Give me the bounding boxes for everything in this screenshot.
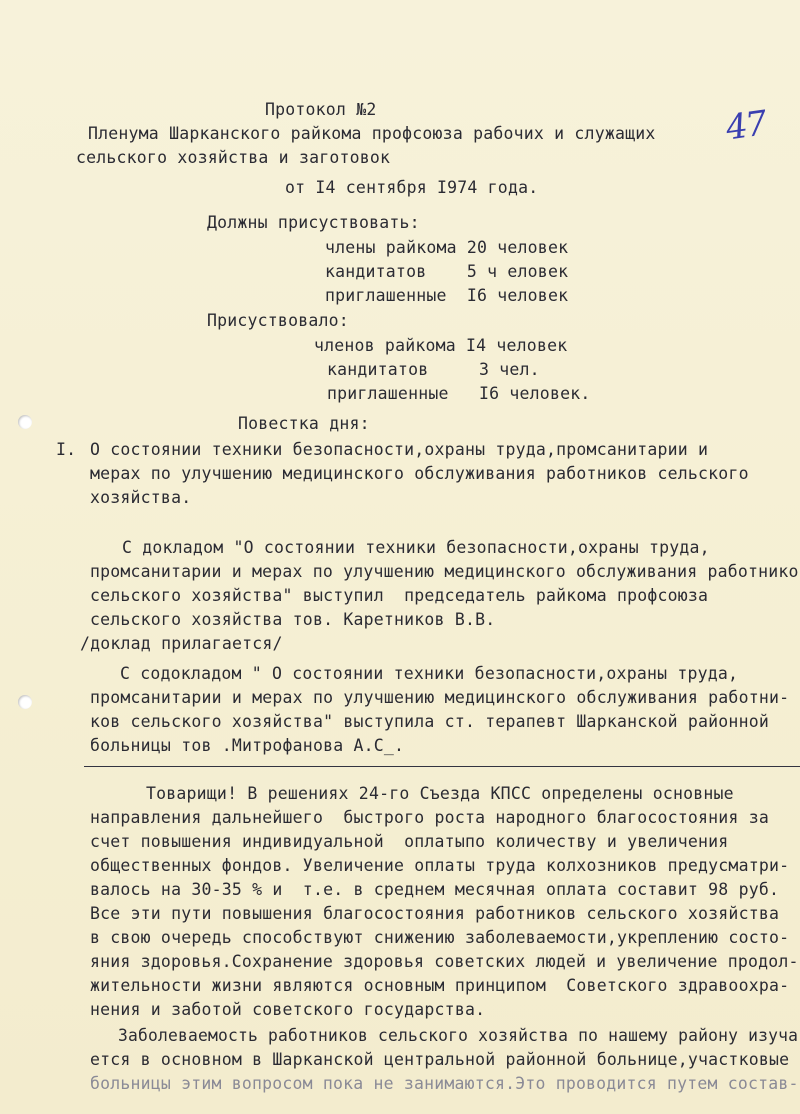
speech-line: яния здоровья.Сохранение здоровья советских людей и увеличение продол- [90,952,799,971]
expected-line: члены райкома 20 человек [325,238,569,257]
protocol-subtitle: Пленума Шарканского райкома профсоюза рабочих и служащих [88,124,656,143]
speech-line: направления дальнейшего быстрого роста народного благосостояния за [90,808,769,827]
speech-line: жительности жизни являются основным принципом Советского здравоохра- [90,976,790,995]
report-note: /доклад прилагается/ [80,634,283,653]
speech-line: Товарищи! В решениях 24-го Съезда КПСС определены основные [146,784,734,803]
punch-hole [18,695,32,709]
expected-line: кандитатов 5 ч еловек [325,262,569,281]
report-line: С докладом "О состоянии техники безопасности,охраны труда, [122,538,710,557]
speech-line: ется в основном в Шарканской центральной районной больнице,участковые [90,1050,790,1069]
report-line: сельского хозяйства тов. Каретников В.В. [90,610,496,629]
agenda-item-line: О состоянии техники безопасности,охраны труда,промсанитарии и [90,440,709,459]
coreport-line: промсанитарии и мерах по улучшению медицинского обслуживания работни- [90,688,790,707]
speech-line: счет повышения индивидуальной оплатыпо количеству и увеличения [90,832,729,851]
protocol-subtitle: сельского хозяйства и заготовок [76,148,391,167]
punch-hole [18,415,32,429]
handwritten-page-number: 47 [723,103,768,149]
coreport-line: ков сельского хозяйства" выступила ст. терапевт Шарканской районной [90,712,769,731]
speech-line: Все эти пути повышения благосостояния работников сельского хозяйства [90,904,780,923]
report-line: промсанитарии и мерах по улучшению медицинского обслуживания работнико [90,562,799,581]
speech-line: в свою очередь способствуют снижению заболеваемости,укреплению состо- [90,928,790,947]
protocol-title: Протокол №2 [265,100,377,119]
speech-line: общественных фондов. Увеличение оплаты труда колхозников предусматри- [90,856,790,875]
present-heading: Присуствовало: [207,311,349,330]
speech-line: валось на 30-35 % и т.е. в среднем месячная оплата составит 98 руб. [90,880,780,899]
agenda-item-line: мерах по улучшению медицинского обслуживания работников сельского [90,464,749,483]
expected-line: приглашенные I6 человек [325,286,569,305]
coreport-line: С содокладом " О состоянии техники безопасности,охраны труда, [120,664,739,683]
present-line: членов райкома I4 человек [314,336,568,355]
coreport-line: больницы тов .Митрофанова А.С_. [90,736,405,755]
horizontal-rule [84,766,800,767]
protocol-date: от I4 сентября I974 года. [285,178,539,197]
present-line: приглашенные I6 человек. [327,384,591,403]
present-line: кандитатов 3 чел. [327,360,540,379]
speech-line: нения и заботой советского государства. [90,1000,486,1019]
expected-heading: Должны присуствовать: [207,213,420,232]
speech-line: Заболеваемость работников сельского хозяйства по нашему району изуча [118,1026,799,1045]
agenda-heading: Повестка дня: [238,414,370,433]
agenda-item-line: хозяйства. [90,488,192,507]
agenda-item-number: I. [56,440,77,459]
speech-line: больницы этим вопросом пока не занимаются.Это проводится путем состав- [90,1074,799,1093]
report-line: сельского хозяйства" выступил председатель райкома профсоюза [90,586,709,605]
